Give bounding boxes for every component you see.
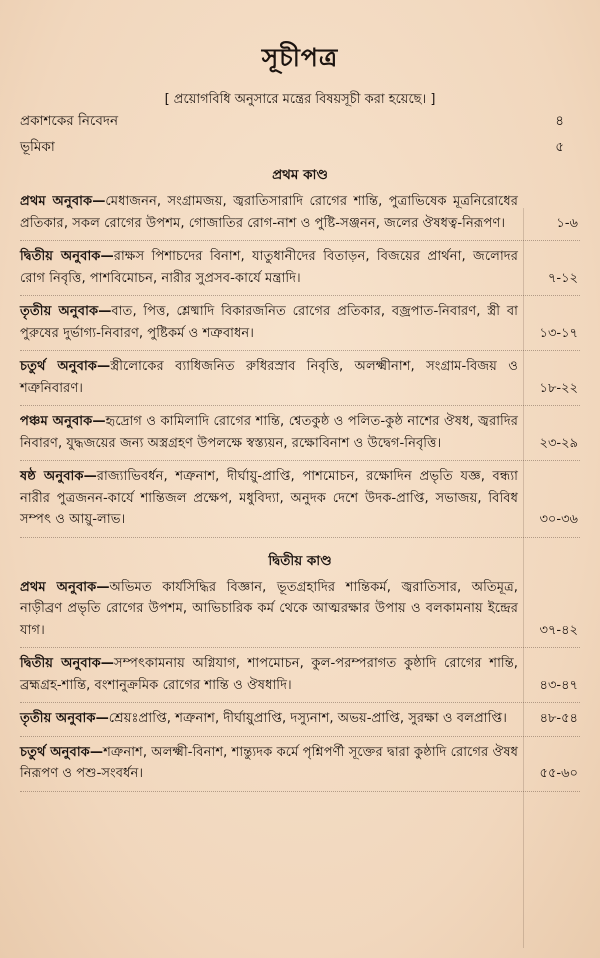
entry-page-range: ৫৫-৬০: [539, 766, 578, 781]
entry-page-range: ২৩-২৯: [539, 435, 578, 451]
toc-entry: [20, 461, 580, 538]
entry-heading: পঞ্চম অনুবাক—: [20, 414, 106, 429]
entry-page-range: ১৮-২২: [539, 380, 578, 396]
entry-heading: দ্বিতীয় অনুবাক—: [20, 656, 114, 671]
entry-page-range: ৪৩-৪৭: [539, 677, 578, 693]
entry-description: রাক্ষস পিশাচদের বিনাশ, যাতুধানীদের বিতাড়ন, বিজয়ের প্রার্থনা, জলোদর রোগ নিবৃত্তি, পাশবিমোচন, নারীর সুপ্রসব-কার্যে মন্ত্রাদি।: [20, 249, 518, 286]
page-column-rule: [523, 208, 524, 948]
entry-heading: দ্বিতীয় অনুবাক—: [20, 249, 114, 264]
toc-entry: [20, 406, 580, 461]
intro-label: প্রকাশকের নিবেদন: [20, 113, 119, 129]
section-heading-kanda-1: প্রথম কাণ্ড: [272, 167, 328, 183]
entry-description: হৃদ্রোগ ও কামিলাদি রোগের শান্তি, শ্বেতকুষ্ঠ ও পলিত-কুষ্ঠ নাশের ঔষধ, জ্বরাদির নিবারণ, যুদ্ধজয়ের জন্য অস্ত্রগ্রহণ উপলক্ষে স্বস্ত্যয়ন, রক্ষোবিনাশ ও উদ্বেগ-নিবৃত্তি।: [20, 414, 518, 451]
entry-description: স্ত্রীলোকের ব্যাধিজনিত রুধিরস্রাব নিবৃত্তি, অলক্ষ্মীনাশ, সংগ্রাম-বিজয় ও শত্রুনিবারণ।: [20, 359, 518, 396]
entry-description: অভিমত কার্যসিদ্ধির বিজ্ঞান, ভূতগ্রহাদির শান্তিকর্ম, জ্বরাতিসার, অতিমূত্র, নাড়ীব্রণ প্রভৃতি রোগের উপশম, আভিচারিক কর্ম থেকে আত্মরক্ষার উপায় ও বলকামনায় ইন্দ্রের যাগ।: [20, 579, 519, 638]
intro-label: ভূমিকা: [20, 139, 55, 155]
toc-entry: [20, 737, 580, 792]
entry-heading: প্রথম অনুবাক—: [20, 579, 110, 595]
entry-description: মেধাজনন, সংগ্রামজয়, জ্বরাতিসারাদি রোগের শান্তি, পুত্রাভিষেক মূত্রনিরোধের প্রতিকার, সকল রোগের উপশম, গোজাতির রোগ-নাশ ও পুষ্টি-সঞ্জনন, জলের ঔষধত্ব-নিরূপণ।: [20, 194, 518, 231]
toc-entry: [20, 241, 580, 296]
entry-description: বাত, পিত্ত, শ্লেষ্মাদি বিকারজনিত রোগের প্রতিকার, বজ্রপাত-নিবারণ, স্ত্রী বা পুরুষের দুর্ভাগ্য-নিবারণ, পুষ্টিকর্ম ও শত্রুবাধন।: [20, 304, 519, 341]
entry-heading: ষষ্ঠ অনুবাক—: [20, 469, 97, 484]
entry-heading: প্রথম অনুবাক—: [20, 194, 106, 209]
toc-entry: [20, 648, 580, 703]
entry-description: শত্রুনাশ, অলক্ষ্মী-বিনাশ, শান্ত্যুদক কর্মে পৃশ্নিপর্ণী সূক্তের দ্বারা কুষ্ঠাদি রোগের ঔষধ নিরূপণ ও পশু-সংবর্ধন।: [20, 744, 518, 781]
entry-description: রাজ্যাভিবর্ধন, শত্রুনাশ, দীর্ঘায়ু-প্রাপ্তি, পাশমোচন, রক্ষোদিন প্রভৃতি যজ্ঞ, বন্ধ্যা নারীর পুত্রজনন-কার্যে শান্তিজল প্রক্ষেপ, মধুবিদ্যা, অনুদক দেশে উদক-প্রাপ্তি, সভাজয়, বিবিধ সম্পৎ ও আয়ু-লাভ।: [20, 469, 518, 527]
toc-entry: [20, 572, 580, 649]
entry-heading: চতুর্থ অনুবাক—: [20, 359, 111, 374]
entry-description: শ্রেয়ঃপ্রাপ্তি, শত্রুনাশ, দীর্ঘায়ুপ্রাপ্তি, দস্যুনাশ, অভয়-প্রাপ্তি, সুরক্ষা ও বলপ্রাপ্তি।: [108, 711, 507, 726]
entry-heading: তৃতীয় অনুবাক—: [20, 711, 109, 726]
entry-description: সম্পৎকামনায় অগ্নিযাগ, শাপমোচন, কুল-পরম্পরাগত কুষ্ঠাদি রোগের শান্তি, ব্রহ্মগ্রহ-শান্তি, বংশানুক্রমিক রোগের শান্তি ও ঔষধাদি।: [20, 656, 518, 693]
entry-page-range: ৩০-৩৬: [539, 512, 578, 527]
toc-entry: [20, 703, 580, 737]
entry-page-range: ১৩-১৭: [539, 325, 578, 341]
entry-page-range: ৭-১২: [547, 270, 578, 286]
toc-entry: [20, 351, 580, 406]
toc-entry: [20, 296, 580, 351]
subtitle-note: [ প্রয়োগবিধি অনুসারে মন্ত্রের বিষয়সূচী করা হয়েছে। ]: [164, 92, 436, 107]
page-title: সূচীপত্র: [261, 43, 339, 72]
intro-page-number: ৪: [555, 113, 564, 129]
toc-entry: [20, 186, 580, 241]
intro-row-publisher: [20, 110, 574, 136]
intro-row-preface: [20, 136, 574, 162]
entry-heading: চতুর্থ অনুবাক—: [20, 744, 104, 760]
entry-page-range: ৩৭-৪২: [539, 622, 578, 638]
entry-heading: তৃতীয় অনুবাক—: [20, 304, 112, 319]
entry-page-range: ১-৬: [556, 215, 578, 231]
intro-page-number: ৫: [555, 139, 564, 155]
section-heading-kanda-2: দ্বিতীয় কাণ্ড: [268, 552, 332, 569]
entry-page-range: ৪৮-৫৪: [539, 711, 578, 726]
